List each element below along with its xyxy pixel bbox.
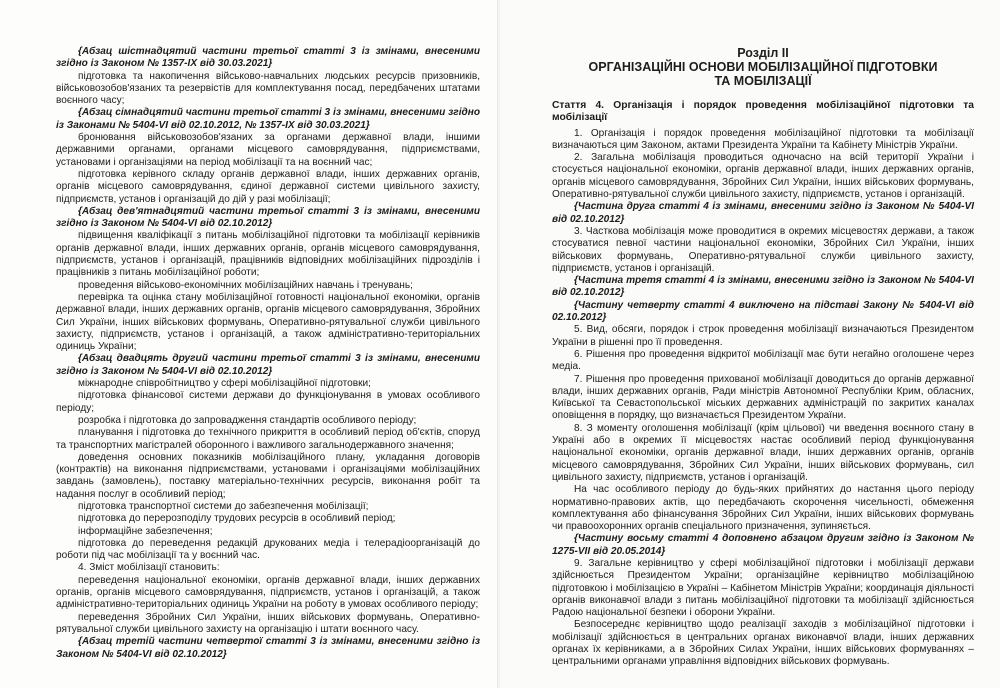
body-paragraph: 3. Часткова мобілізація може проводитися в окремих місцевостях держави, а також стосуватися певної частини національної економіки, Збройних Сил України, інших військових формувань, Оперативно-рятувальної служби цивільного захисту, підприємств, установ і організацій. [552,225,974,274]
amendment-note: {Абзац двадцять другий частини третьої статті 3 із змінами, внесеними згідно із Законом № 5404-VI від 02.10.2012} [56,353,480,377]
body-paragraph: переведення Збройних Сил України, інших військових формувань, Оперативно-рятувальної служби цивільного захисту на організацію і штати воєнного часу. [56,611,480,635]
body-paragraph: переведення національної економіки, органів державної влади, інших державних органів, органів місцевого самоврядування, підприємств, установ і організацій, а також адміністративно-територіальних одиниць України на роботу в умовах особливого періоду; [56,574,480,611]
body-paragraph: 8. З моменту оголошення мобілізації (крім цільової) чи введення воєнного стану в Україні або в окремих її місцевостях настає особливий період функціонування національної економіки, органів державної влади, інших державних органів, органів місцевого самоврядування, Збройних Сил України, інших військових формувань, сил цивільного захисту, підприємств, установ і організацій. [552,422,974,483]
body-paragraph: підготовка та накопичення військово-навчальних людських ресурсів призовників, військовозобов'язаних та резервістів для комплектування посад, передбачених штатами воєнного часу; [56,70,480,107]
right-page-body [552,128,974,669]
body-paragraph: На час особливого періоду до будь-яких прийнятих до настання цього періоду нормативно-правових актів, що передбачають скорочення чисельності, обмеження комплектування або фінансування Збройних Сил України, інших військових формувань чи правоохоронних органів спеціального призначення, зупиняється. [552,484,974,533]
body-paragraph: 1. Організація і порядок проведення мобілізаційної підготовки та мобілізації визначаються цим Законом, актами Президента України та Кабінету Міністрів України. [552,127,974,151]
body-paragraph: 7. Рішення про проведення прихованої мобілізації доводиться до органів державної влади, інших державних органів, Ради міністрів Автономної Республіки Крим, обласних, Київської та Севастопольської міських державних адміністрацій по закритих каналах оповіщення в порядку, що визначається Президентом України. [552,373,974,422]
body-paragraph: планування і підготовка до технічного прикриття в особливий період об'єктів, споруд та транспортних магістралей оборонного і важливого загальнодержавного значення; [56,427,480,451]
amendment-note: {Частину восьму статті 4 доповнено абзацом другим згідно із Законом № 1275-VII від 20.05.2014} [552,533,974,557]
amendment-note: {Абзац сімнадцятий частини третьої статті 3 із змінами, внесеними згідно із Законами № 5404-VI від 02.10.2012, № 1357-IX від 30.03.2021} [56,107,480,131]
section-label: Розділ II [737,46,789,60]
body-paragraph: доведення основних показників мобілізаційного плану, укладання договорів (контрактів) на виконання підприємствами, установами і організаціями мобілізаційних завдань (замовлень), поставку матеріально-технічних ресурсів, виконання робіт та надання послуг в особливий період; [56,451,480,500]
body-paragraph: підготовка фінансової системи держави до функціонування в умовах особливого періоду; [56,390,480,414]
body-paragraph: підготовка керівного складу органів державної влади, інших державних органів, органів місцевого самоврядування, єдиної державної системи цивільного захисту, підприємств, установ і організацій до дій у разі мобілізації; [56,168,480,205]
amendment-note: {Абзац третій частини четвертої статті 3 із змінами, внесеними згідно із Законом № 5404-VI від 02.10.2012} [56,636,480,660]
body-paragraph: міжнародне співробітництво у сфері мобілізаційної підготовки; [78,378,371,390]
amendment-note: {Частина друга статті 4 із змінами, внесеними згідно із Законом № 5404-VI від 02.10.2012} [552,201,974,225]
right-page [500,0,1000,688]
body-paragraph: бронювання військовозобов'язаних за органами державної влади, іншими державними органами, органами місцевого самоврядування, підприємствами, установами і організаціями на період мобілізації та на воєнний час; [56,132,480,168]
body-paragraph: підготовка до перерозподілу трудових ресурсів в особливий період; [78,513,396,525]
body-paragraph: 6. Рішення про проведення відкритої мобілізації має бути негайно оголошене через медіа. [552,348,974,373]
amendment-note: {Частина третя статті 4 із змінами, внесеними згідно із Законом № 5404-VI від 02.10.2012} [552,275,974,299]
body-paragraph: 4. Зміст мобілізації становить: [78,562,220,574]
body-paragraph: проведення військово-економічних мобілізаційних навчань і тренувань; [78,279,413,291]
left-page [0,0,498,688]
body-paragraph: підвищення кваліфікації з питань мобілізаційної підготовки та мобілізації керівників органів державної влади, інших державних органів, органів місцевого самоврядування, підприємств, установ і організацій, працівників відповідних мобілізаційних підрозділів і працівників з питань мобілізаційної роботи; [56,230,480,279]
body-paragraph: підготовка транспортної системи до забезпечення мобілізації; [78,500,369,512]
section-heading [552,46,974,88]
section-title-line-2: ТА МОБІЛІЗАЦІЇ [714,74,812,88]
article-heading: Стаття 4. Організація і порядок проведення мобілізаційної підготовки та мобілізації [552,100,974,124]
body-paragraph: перевірка та оцінка стану мобілізаційної готовності національної економіки, органів державної влади, інших державних органів, органів місцевого самоврядування, Збройних Сил України, інших військових формувань, Оперативно-рятувальної служби цивільного захисту, підприємств, установ і організацій, а також адміністративно-територіальних одиниць України; [56,291,480,353]
body-paragraph: розробка і підготовка до запровадження стандартів особливого періоду; [78,414,417,426]
body-paragraph: інформаційне забезпечення; [78,525,213,537]
body-paragraph: Безпосереднє керівництво щодо реалізації заходів з мобілізаційної підготовки і мобілізації здійснюється в центральних органах виконавчої влади, інших державних органах їх керівниками, а в Збройних Силах України, інших військових формуваннях – центральними органами управління відповідних військових формувань. [552,619,974,668]
amendment-note: {Абзац шістнадцятий частини третьої статті 3 із змінами, внесеними згідно із Законом № 1357-IX від 30.03.2021} [56,46,480,70]
body-paragraph: 9. Загальне керівництво у сфері мобілізаційної підготовки і мобілізації держави здійснюється Президентом України; організаційне керівництво мобілізаційною підготовкою і мобілізацією в Україні – Кабінетом Міністрів України; координація діяльності органів виконавчої влади з питань мобілізаційної підготовки та мобілізації здійснюється Радою національної безпеки і оборони України. [552,557,974,619]
body-paragraph: 5. Вид, обсяги, порядок і строк проведення мобілізації визначаються Президентом України в рішенні про її проведення. [552,324,974,348]
body-paragraph: 2. Загальна мобілізація проводиться одночасно на всій території України і стосується національної економіки, органів державної влади, інших державних органів, органів місцевого самоврядування, Збройних Сил України, інших військових формувань, Оперативно-рятувальної служби цивільного захисту, підприємств, установ і організацій. [552,152,974,201]
amendment-note: {Абзац дев'ятнадцятий частини третьої статті 3 із змінами, внесеними згідно із Законом № 5404-VI від 02.10.2012} [56,205,480,230]
amendment-note: {Частину четверту статті 4 виключено на підставі Закону № 5404-VI від 02.10.2012} [552,299,974,324]
section-title-line-1: ОРГАНІЗАЦІЙНІ ОСНОВИ МОБІЛІЗАЦІЙНОЇ ПІДГОТОВКИ [588,60,938,74]
body-paragraph: підготовка до переведення редакцій друкованих медіа і телерадіоорганізацій до роботи під час мобілізації та у воєнний час. [56,537,480,562]
